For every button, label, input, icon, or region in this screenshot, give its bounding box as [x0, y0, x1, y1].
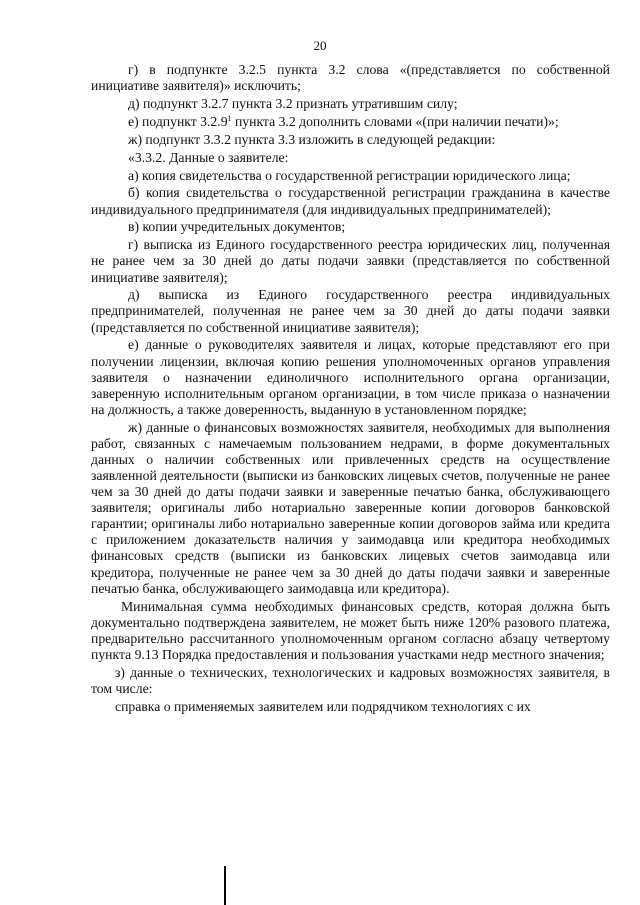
- item-v: в) копии учредительных документов;: [128, 219, 346, 235]
- amendment-e-text: е) подпункт 3.2.9: [128, 113, 228, 129]
- section-heading-3-3-2: «3.3.2. Данные о заявителе:: [128, 149, 289, 165]
- amendment-zh-3-3-2: ж) подпункт 3.3.2 пункта 3.3 изложить в следующей редакции:: [128, 131, 496, 147]
- document-body: [91, 62, 610, 717]
- item-a: а) копия свидетельства о государственной регистрации юридического лица;: [128, 167, 571, 183]
- item-b: б) копия свидетельства о государственной регистрации гражданина в качестве индивидуального предпринимателя (для индивидуальных предпринимателей);: [91, 185, 610, 217]
- binding-mark: [224, 866, 226, 905]
- item-e: е) данные о руководителях заявителя и лицах, которые представляют его при получении лицензии, включая копию решения уполномоченных органов управления заявителя о назначении единоличного исполнительного органа организации, заверенную исполнительным органом организации, в том числе приказа о назначении на должность, а также доверенность, выданную в установленном порядке;: [91, 337, 610, 417]
- amendment-d-3-2-7: д) подпункт 3.2.7 пункта 3.2 признать утратившим силу;: [128, 95, 458, 111]
- page-number: 20: [313, 38, 327, 53]
- item-zh: ж) данные о финансовых возможностях заявителя, необходимых для выполнения работ, связанных с намечаемым пользованием недрами, в форме документальных данных о наличии собственных или привлеченных средств на осуществление заявленной деятельности (выписки из банковских лицевых счетов, полученные не ранее чем за 30 дней до даты подачи заявки и заверенные печатью банка, обслуживающего заявителя; оригиналы либо нотариально заверенные копии договоров банковской гарантии; оригиналы либо нотариально заверенные копии договоров займа или кредита с приложением доказательств наличия у заимодавца или кредитора необходимых финансовых средств (выписки из банковских лицевых счетов заимодавца или кредитора, полученные не ранее чем за 30 дней до даты подачи заявки и заверенные печатью банка, обслуживающего заимодавца или кредитора).: [91, 419, 610, 596]
- technology-reference: справка о применяемых заявителем или подрядчиком технологиях с их: [115, 698, 531, 714]
- item-z: з) данные о технических, технологических и кадровых возможностях заявителя, в том числе:: [91, 664, 610, 696]
- amendment-e-superscript: 1: [227, 113, 232, 123]
- item-g: г) выписка из Единого государственного реестра юридических лиц, полученная не ранее чем за 30 дней до даты подачи заявки (представляется по собственной инициативе заявителя);: [91, 237, 610, 285]
- amendment-e-3-2-9: [91, 114, 610, 130]
- item-d: д) выписка из Единого государственного реестра индивидуальных предпринимателей, полученная не ранее чем за 30 дней до даты подачи заявки (представляется по собственной инициативе заявителя);: [91, 287, 610, 335]
- amendment-g-3-2-5: г) в подпункте 3.2.5 пункта 3.2 слова «(представляется по собственной инициативе заявителя)» исключить;: [91, 62, 610, 94]
- minimum-sum-paragraph: Минимальная сумма необходимых финансовых средств, которая должна быть документально подтверждена заявителем, не может быть ниже 120% разового платежа, предварительно рассчитанного уполномоченным органом согласно абзацу четвертому пункта 9.13 Порядка предоставления и пользования участками недр местного значения;: [91, 598, 610, 662]
- amendment-e-text-tail: пункта 3.2 дополнить словами «(при наличии печати)»;: [231, 113, 559, 129]
